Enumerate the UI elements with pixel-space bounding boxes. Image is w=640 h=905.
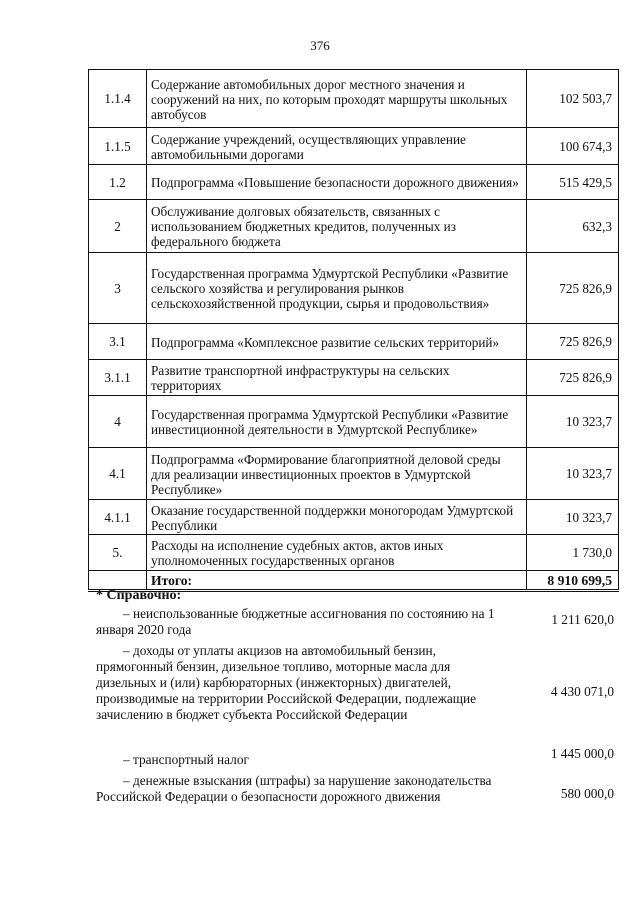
row-amount: 100 674,3 — [527, 128, 619, 165]
row-code: 1.1.4 — [89, 70, 147, 128]
total-label: Итого: — [147, 571, 527, 591]
row-name: Подпрограмма «Комплексное развитие сельских территорий» — [147, 324, 527, 360]
reference-item-amount: 4 430 071,0 — [550, 684, 614, 699]
row-amount: 10 323,7 — [527, 396, 619, 448]
table-row — [89, 500, 619, 535]
row-name: Обслуживание долговых обязательств, связанных с использованием бюджетных кредитов, полученных из федерального бюджета — [147, 200, 527, 253]
table-row — [89, 165, 619, 200]
row-code: 4.1.1 — [89, 500, 147, 535]
row-code: 1.2 — [89, 165, 147, 200]
row-amount: 725 826,9 — [527, 324, 619, 360]
table-row — [89, 253, 619, 324]
reference-item-amount: 1 445 000,0 — [550, 746, 614, 761]
table-row — [89, 324, 619, 360]
reference-item-amount: 1 211 620,0 — [551, 612, 614, 627]
row-amount: 10 323,7 — [527, 500, 619, 535]
row-amount: 515 429,5 — [527, 165, 619, 200]
table-row — [89, 128, 619, 165]
row-name: Оказание государственной поддержки моногородам Удмуртской Республики — [147, 500, 527, 535]
row-amount: 725 826,9 — [527, 360, 619, 396]
table-row — [89, 396, 619, 448]
row-name: Развитие транспортной инфраструктуры на сельских территориях — [147, 360, 527, 396]
row-name: Содержание учреждений, осуществляющих управление автомобильными дорогами — [147, 128, 527, 165]
table-row — [89, 448, 619, 500]
reference-item-text: – доходы от уплаты акцизов на автомобильный бензин, прямогонный бензин, дизельное топливо, моторные масла для дизельных и (или) карбюраторных (инжекторных) двигателей, производимые на территории Российской Федерации, подлежащие зачислению в бюджет субъекта Российской Федерации — [96, 643, 476, 722]
total-amount: 8 910 699,5 — [527, 571, 619, 591]
row-name: Содержание автомобильных дорог местного значения и сооружений на них, по которым проходят маршруты школьных автобусов — [147, 70, 527, 128]
row-code: 1.1.5 — [89, 128, 147, 165]
row-name: Государственная программа Удмуртской Республики «Развитие сельского хозяйства и регулирования рынков сельскохозяйственной продукции, сырья и продовольствия» — [147, 253, 527, 324]
row-name: Подпрограмма «Повышение безопасности дорожного движения» — [147, 165, 527, 200]
table-row — [89, 70, 619, 128]
row-name: Подпрограмма «Формирование благоприятной деловой среды для реализации инвестиционных проектов в Удмуртской Республике» — [147, 448, 527, 500]
row-name: Государственная программа Удмуртской Республики «Развитие инвестиционной деятельности в Удмуртской Республике» — [147, 396, 527, 448]
row-amount: 632,3 — [527, 200, 619, 253]
row-code: 3 — [89, 253, 147, 324]
row-code: 4 — [89, 396, 147, 448]
row-amount: 10 323,7 — [527, 448, 619, 500]
row-name: Расходы на исполнение судебных актов, актов иных уполномоченных государственных органов — [147, 535, 527, 571]
row-code: 2 — [89, 200, 147, 253]
table-row — [89, 535, 619, 571]
row-amount: 102 503,7 — [527, 70, 619, 128]
row-code: 3.1 — [89, 324, 147, 360]
row-amount: 1 730,0 — [527, 535, 619, 571]
reference-item-amount: 580 000,0 — [560, 786, 614, 801]
reference-item-text: – денежные взыскания (штрафы) за нарушение законодательства Российской Федерации о безопасности дорожного движения — [96, 773, 492, 804]
table-row — [89, 360, 619, 396]
page-number: 376 — [310, 38, 330, 53]
reference-title: * Справочно: — [96, 588, 182, 603]
reference-item-text: – транспортный налог — [123, 752, 249, 767]
reference-item-text: – неиспользованные бюджетные ассигнования по состоянию на 1 января 2020 года — [96, 606, 495, 637]
row-code: 4.1 — [89, 448, 147, 500]
table-row — [89, 200, 619, 253]
row-code: 3.1.1 — [89, 360, 147, 396]
row-code: 5. — [89, 535, 147, 571]
budget-table — [88, 69, 619, 592]
row-amount: 725 826,9 — [527, 253, 619, 324]
